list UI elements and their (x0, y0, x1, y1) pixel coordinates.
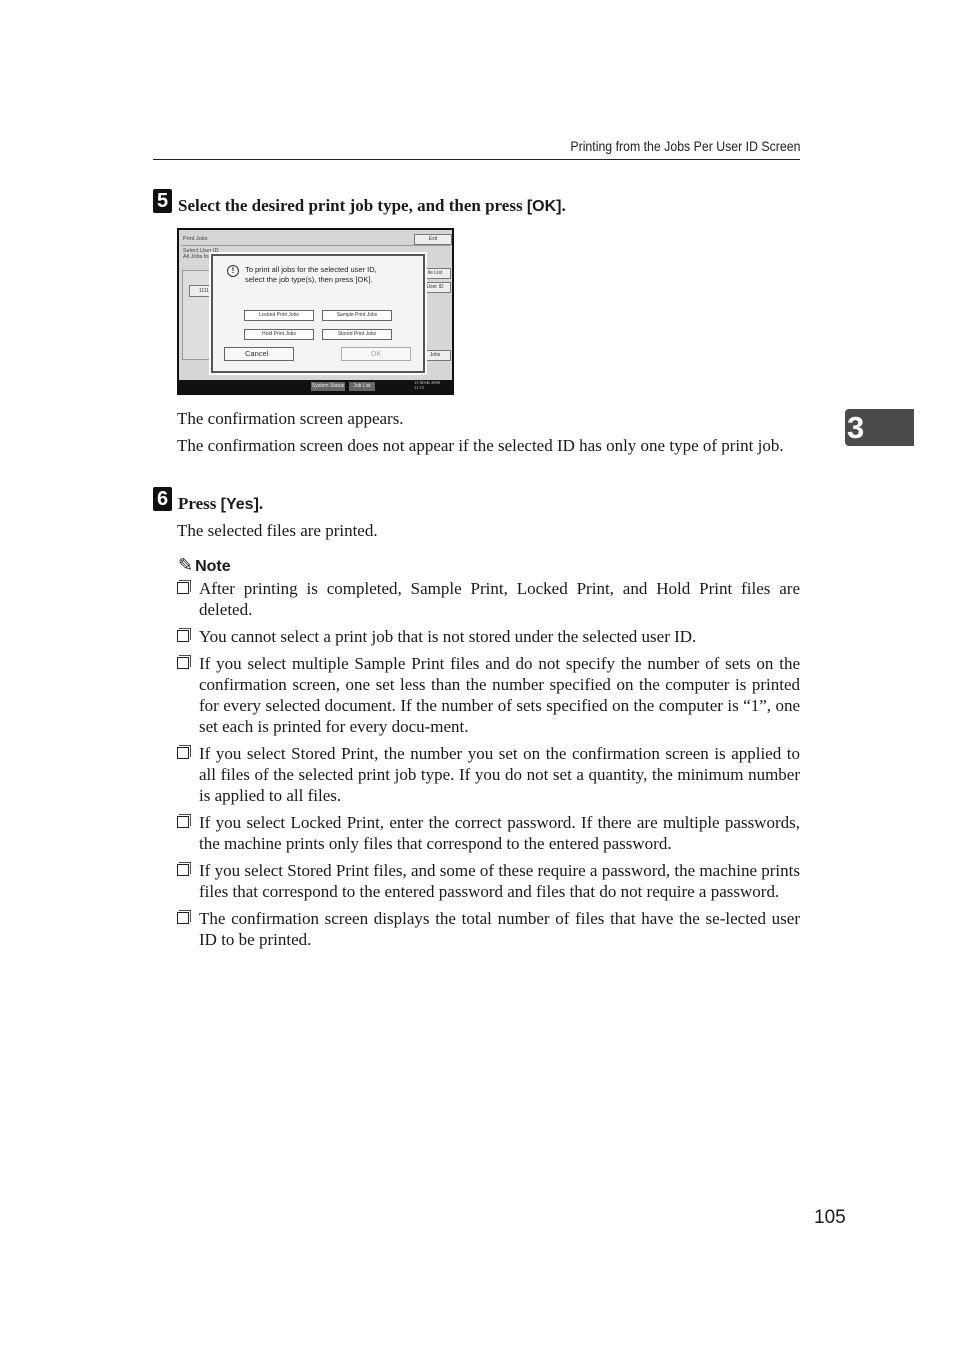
note-item: You cannot select a print job that is not stored under the selected user ID. (177, 626, 800, 647)
page-number: 105 (814, 1207, 846, 1228)
checkbox-bullet-icon (177, 864, 189, 876)
user-id-button[interactable]: 1111 (189, 285, 219, 297)
checkbox-bullet-icon (177, 816, 189, 828)
step-6-badge: 6 (153, 487, 172, 511)
locked-print-jobs-button[interactable]: Locked Print Jobs (244, 310, 314, 321)
screen-title: Print Jobs (183, 236, 208, 242)
note-item: If you select Locked Print, enter the correct password. If there are multiple passwords, the machine prints only files that correspond to the entered password. (177, 812, 800, 854)
user-list-panel (182, 270, 214, 360)
sample-print-jobs-button[interactable]: Sample Print Jobs (322, 310, 392, 321)
step-5-result-1: The confirmation screen appears. (177, 409, 404, 428)
info-icon: ! (227, 265, 239, 277)
stored-print-jobs-button[interactable]: Stored Print Jobs (322, 329, 392, 340)
hold-print-jobs-button[interactable]: Hold Print Jobs (244, 329, 314, 340)
checkbox-bullet-icon (177, 582, 189, 594)
pencil-icon: ✎ (178, 555, 194, 575)
checkbox-bullet-icon (177, 657, 189, 669)
running-header: Printing from the Jobs Per User ID Screen (569, 138, 800, 154)
chapter-number: 3 (847, 410, 865, 445)
job-list-button[interactable]: Job List (349, 382, 375, 391)
checkbox-bullet-icon (177, 912, 189, 924)
note-item: If you select Stored Print files, and some of these require a password, the machine prints files that correspond to the entered password and files that do not require a password. (177, 860, 800, 902)
note-item: The confirmation screen displays the total number of files that have the se-lected user ID to be printed. (177, 908, 800, 950)
yes-key-label: [Yes] (220, 496, 259, 513)
step-6-result: The selected files are printed. (177, 521, 378, 540)
note-item: If you select Stored Print, the number you set on the confirmation screen is applied to all files of the selected print job type. If you do not set a quantity, the minimum number is applied to all files. (177, 743, 800, 806)
all-jobs-label: All Jobs for (183, 254, 211, 260)
exit-button[interactable]: Exit (414, 234, 452, 245)
note-item: If you select multiple Sample Print files and do not specify the number of sets on the confirmation screen, one set less than the number specified on the computer is printed for every selected document. If the number of sets specified on the computer is “1”, one set each is printed for every docu-ment. (177, 653, 800, 737)
step-5-result-2: The confirmation screen does not appear if the selected ID has only one type of print job. (177, 436, 784, 455)
step-6-text: Press (178, 494, 221, 513)
note-item: After printing is completed, Sample Print, Locked Print, and Hold Print files are deleted. (177, 578, 800, 620)
chapter-tab (845, 409, 914, 446)
title-divider (181, 245, 450, 246)
step-5-badge: 5 (153, 189, 172, 213)
step-5-instruction: Select the desired print job type, and then press [OK]. (178, 196, 566, 215)
step-5-text: Select the desired print job type, and then press (178, 196, 527, 215)
clock: 13 MAR 2006 11:15 (414, 380, 441, 390)
confirmation-dialog (211, 254, 425, 373)
jobs-button[interactable]: Jobs (419, 350, 451, 361)
file-list-button[interactable]: ile List (419, 268, 451, 279)
dialog-message: To print all jobs for the selected user ID, select the job type(s), then press [OK]. (245, 265, 377, 284)
print-jobs-screenshot (177, 228, 454, 395)
note-heading: ✎ Note (178, 555, 231, 575)
checkbox-bullet-icon (177, 747, 189, 759)
system-status-button[interactable]: System Status (311, 383, 345, 389)
cancel-button[interactable]: Cancel (224, 347, 294, 361)
ok-button[interactable]: OK (341, 347, 411, 361)
select-user-label: Select User ID (183, 248, 219, 254)
note-list (177, 578, 800, 956)
user-id-side-button[interactable]: User ID (419, 282, 451, 293)
control-panel-screen (179, 230, 452, 380)
ok-key-label: [OK] (526, 198, 562, 215)
step-6-instruction: Press [Yes]. (178, 494, 264, 513)
header-rule (153, 159, 800, 160)
checkbox-bullet-icon (177, 630, 189, 642)
taskbar (179, 380, 452, 393)
